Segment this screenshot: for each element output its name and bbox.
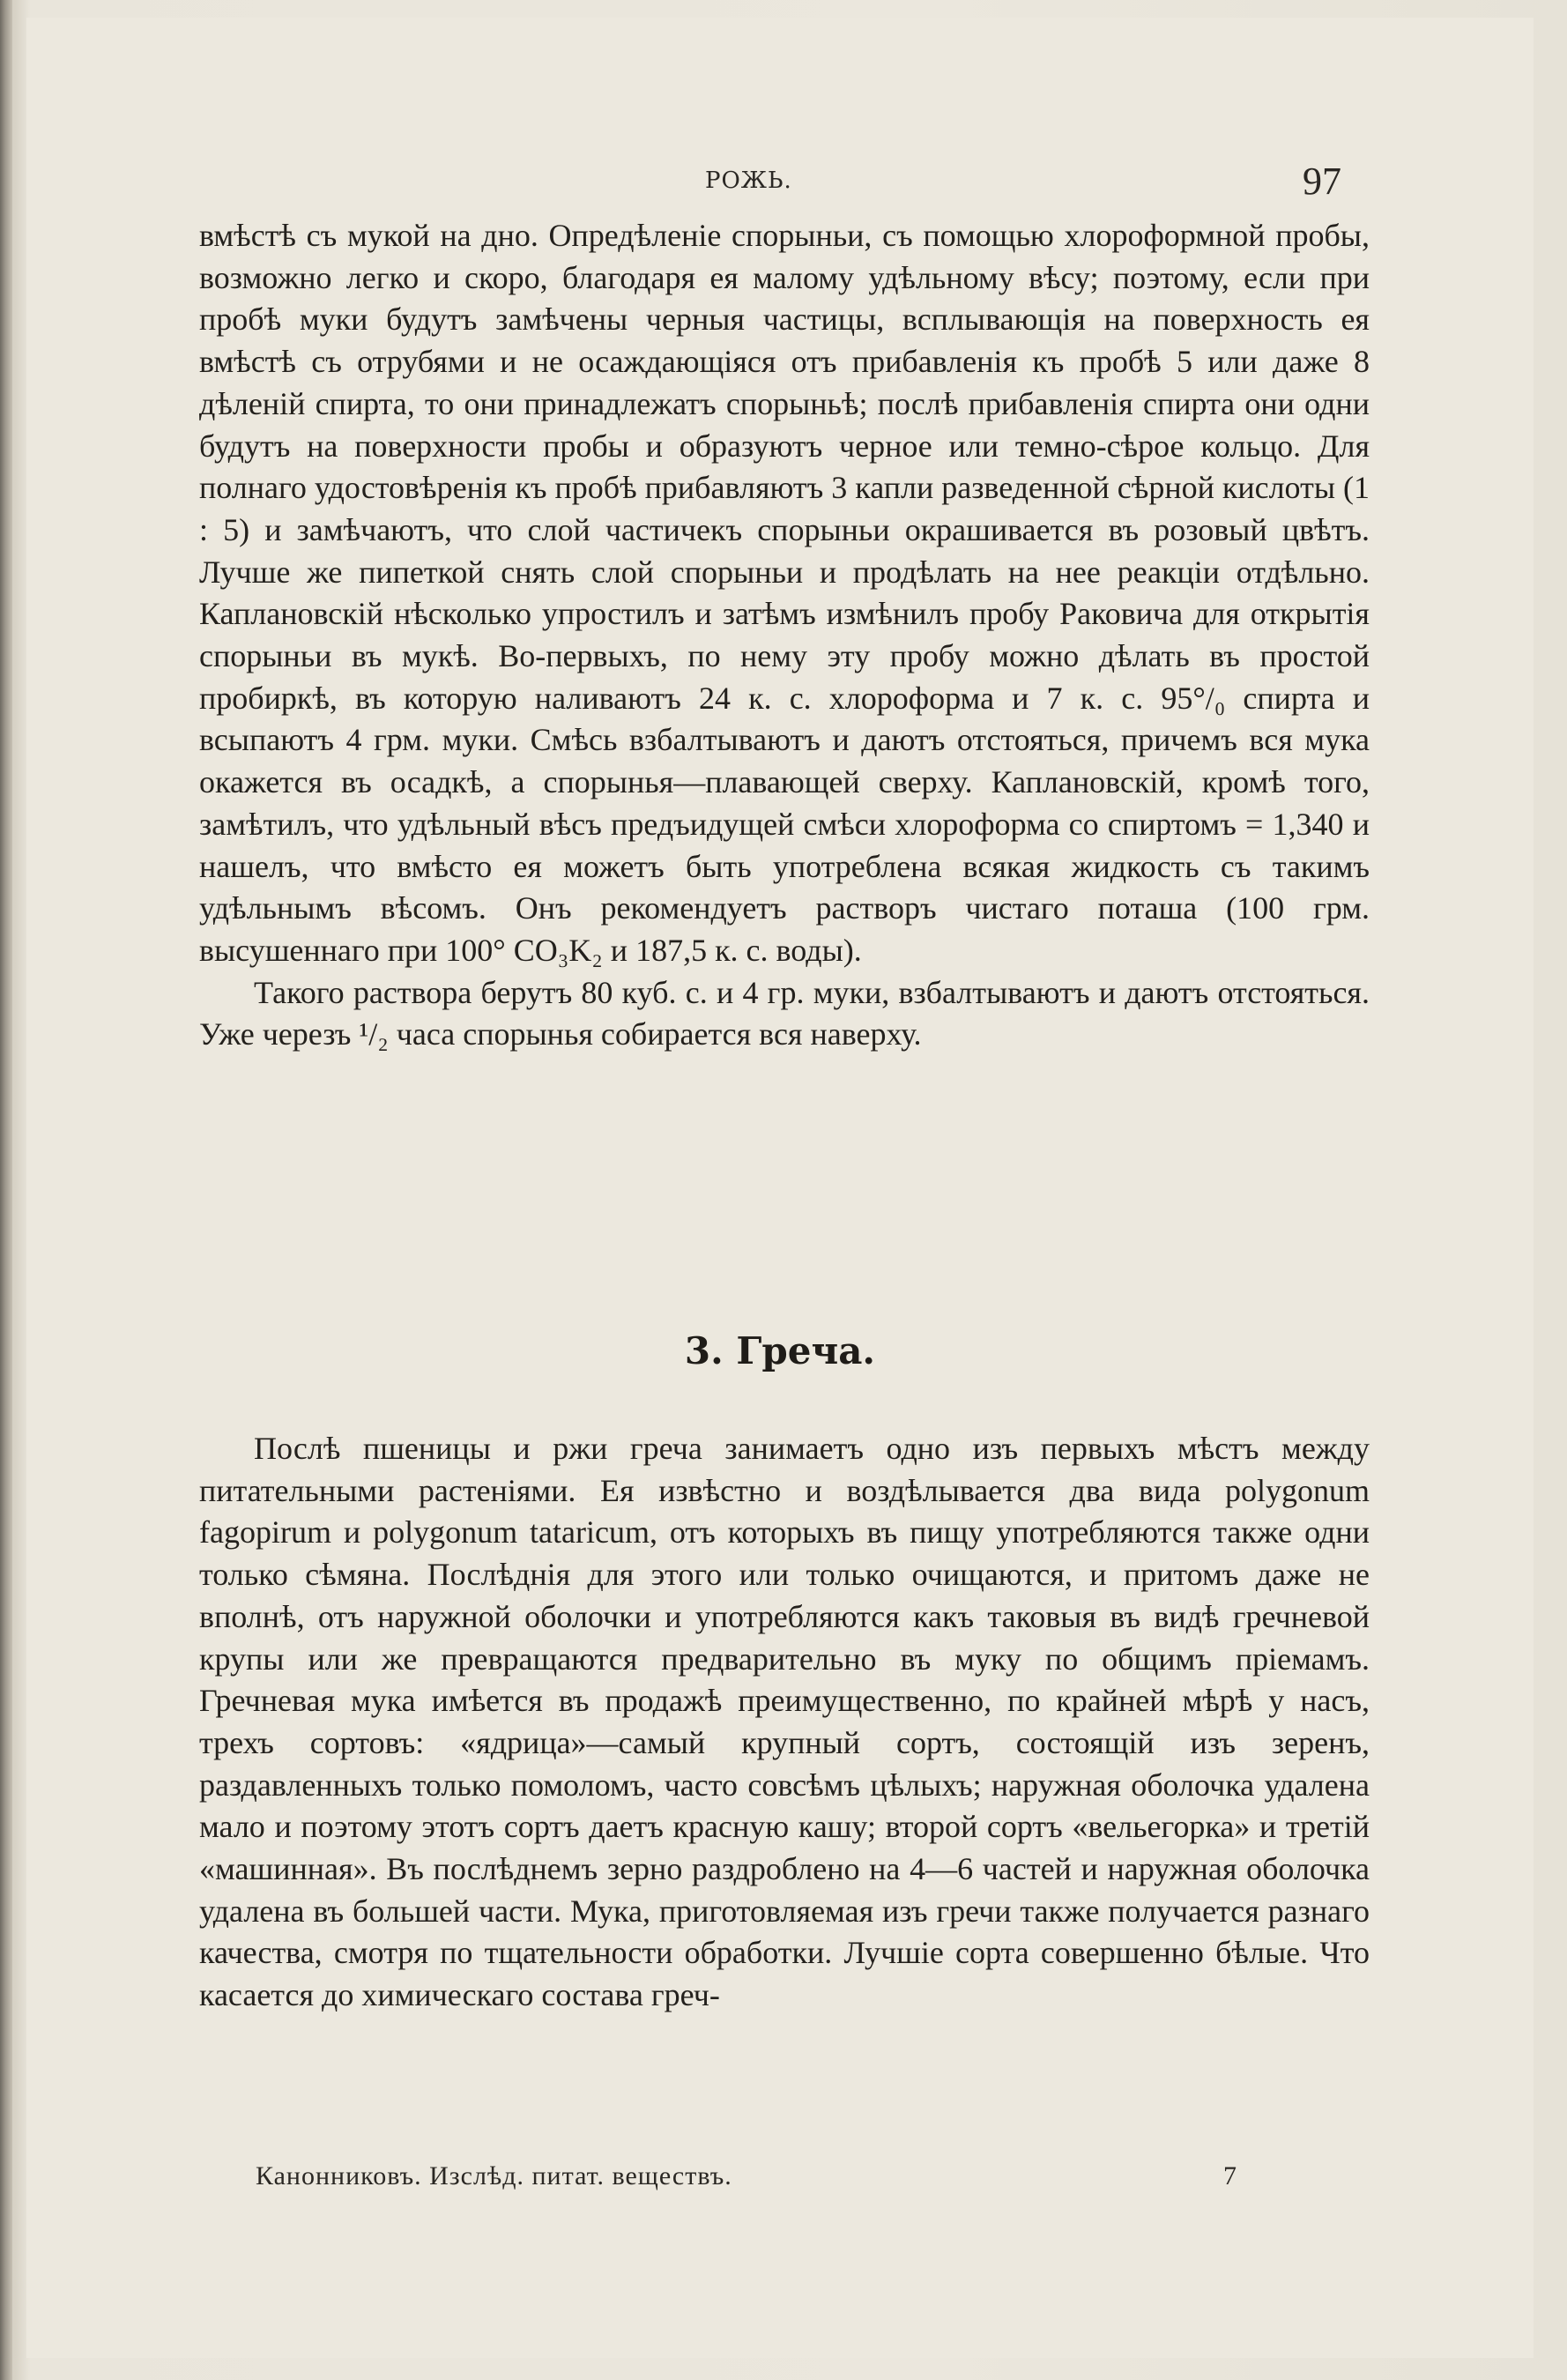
- page-number: 97: [1303, 160, 1341, 203]
- page-footer: [26, 2161, 1534, 2205]
- footer-author-line: Канонниковъ. Изслѣд. питат. веществъ.: [256, 2161, 732, 2190]
- binding-edge: [0, 0, 12, 2380]
- section-heading: 3. Греча.: [684, 1329, 876, 1372]
- signature-mark: 7: [1223, 2161, 1237, 2190]
- paragraph: Послѣ пшеницы и ржи греча занимаетъ одно изъ первыхъ мѣстъ между питательными растеніями. Ея извѣстно и воздѣлывается два вида polygonum fagopirum и polygonum tataricum, отъ которыхъ въ пищу употребляются также одни только сѣмяна. Послѣднія для этого или только очищаются, и притомъ даже не вполнѣ, отъ наружной оболочки и употребляются какъ таковыя въ видѣ гречневой крупы или же превращаются предварительно въ муку по общимъ пріемамъ. Гречневая мука имѣется въ продажѣ преимущественно, по крайней мѣрѣ у насъ, трехъ сортовъ: «ядрица»—самый крупный сортъ, состоящій изъ зеренъ, раздавленныхъ только помоломъ, часто совсѣмъ цѣлыхъ; наружная оболочка удалена мало и поэтому этотъ сортъ даетъ красную кашу; второй сортъ «вельегорка» и третій «машинная». Въ послѣднемъ зерно раздроблено на 4—6 частей и наружная оболочка удалена въ большей части. Мука, приготовляемая изъ гречи также получается разнаго качества, смотря по тщательности обработки. Лучшіе сорта совершенно бѣлые. Что касается до химическаго состава греч-: [199, 1431, 1370, 2013]
- paragraph: вмѣстѣ съ мукой на дно. Опредѣленіе спорыньи, съ помощью хлороформной пробы, возможно легко и скоро, благодаря ея малому удѣльному вѣсу; поэтому, если при пробѣ муки будутъ замѣчены черныя частицы, всплывающія на поверхность ея вмѣстѣ съ отрубями и не осаждающіяся отъ прибавленія къ пробѣ 5 или даже 8 дѣленій спирта, то они принадлежатъ спорыньѣ; послѣ прибавленія спирта они одни будутъ на поверхности пробы и образуютъ черное или темно-сѣрое кольцо. Для полнаго удостовѣренія къ пробѣ прибавляютъ 3 капли разведенной сѣрной кислоты (1 : 5) и замѣчаютъ, что слой частичекъ спорыньи окрашивается въ розовый цвѣтъ. Лучше же пипеткой снять слой спорыньи и продѣлать на нее реакціи отдѣльно. Каплановскій нѣсколько упростилъ и затѣмъ измѣнилъ пробу Раковича для открытія спорыньи въ мукѣ. Во-первыхъ, по нему эту пробу можно дѣлать въ простой пробиркѣ, въ которую наливаютъ 24 к. с. хлороформа и 7 к. с. 95°/₀ спирта и всыпаютъ 4 грм. муки. Смѣсь взбалтываютъ и даютъ отстояться, причемъ вся мука окажется въ осадкѣ, а спорынья—плавающей сверху. Каплановскій, кромѣ того, замѣтилъ, что удѣльный вѣсъ предъидущей смѣси хлороформа со спиртомъ = 1,340 и нашелъ, что вмѣсто ея можетъ быть употреблена всякая жидкость съ такимъ удѣльнымъ вѣсомъ. Онъ рекомендуетъ растворъ чистаго поташа (100 грм. высушеннаго при 100° CO₃K₂ и 187,5 к. с. воды).: [199, 218, 1370, 968]
- running-header: [26, 159, 1534, 212]
- paragraph: Такого раствора берутъ 80 куб. с. и 4 гр. муки, взбалтываютъ и даютъ отстояться. Уже черезъ ¹/₂ часа спорынья собирается вся наверху.: [199, 974, 1370, 1052]
- running-title: РОЖЬ.: [705, 167, 792, 194]
- text-block-buckwheat: [199, 1428, 1370, 2017]
- text-block-rye: [199, 215, 1370, 1056]
- book-page: [26, 18, 1534, 2358]
